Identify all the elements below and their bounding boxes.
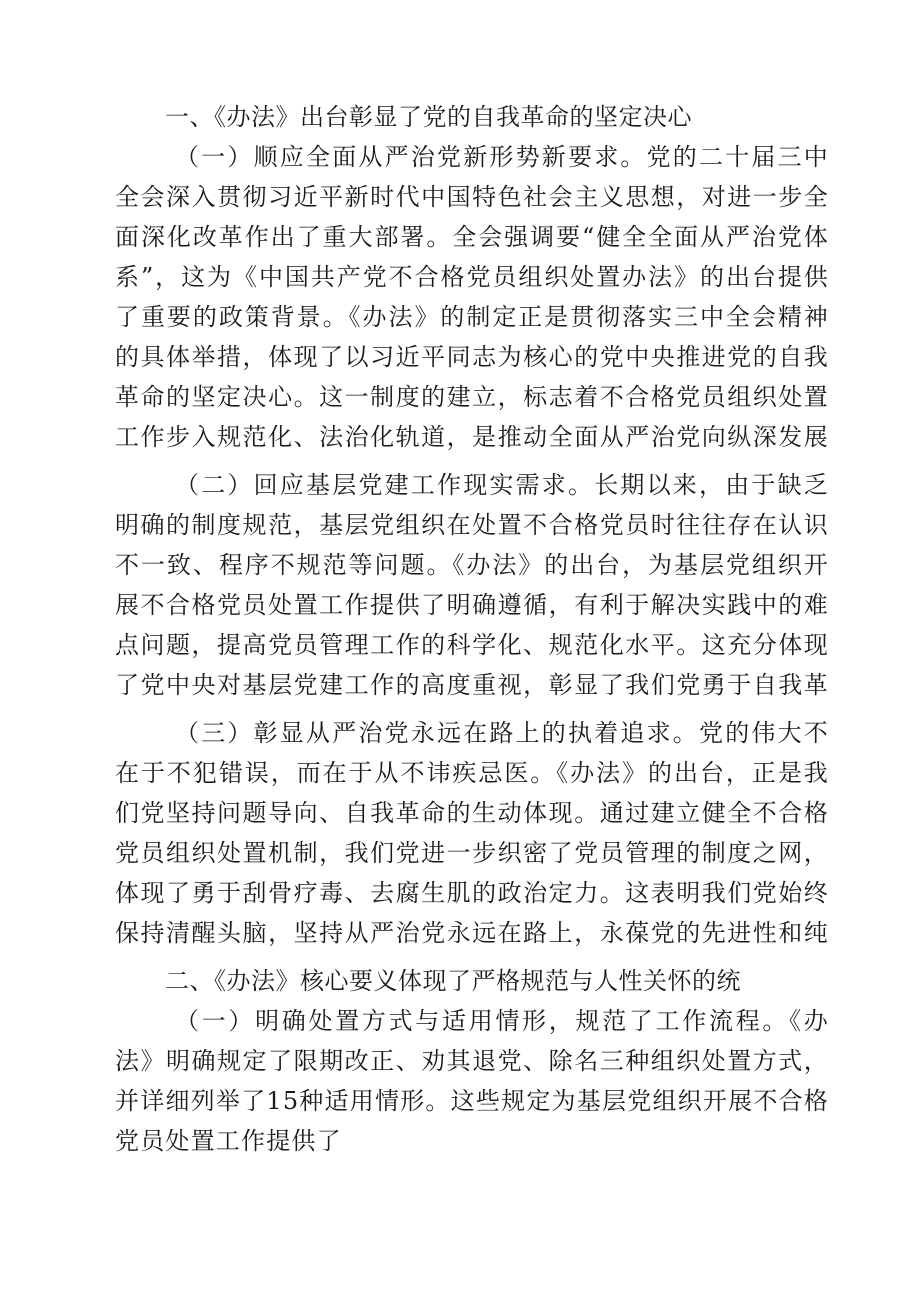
section-1-heading: 一、《办法》出台彰显了党的自我革命的坚定决心 xyxy=(165,103,692,131)
section-2-heading: 二、《办法》核心要义体现了严格规范与人性关怀的统 xyxy=(165,967,741,995)
section-1-paragraph-2: （二）回应基层党建工作现实需求。长期以来，由于缺乏明确的制度规范，基层党组织在处置不合格党员时往往存在认识不一致、程序不规范等问题。《办法》的出台，为基层党组织开展不合格党员处置工作提供了明确遵循，有利于解决实践中的难点问题，提高党员管理工作的科学化、规范化水平。这充分体现了党中央对基层党建工作的高度重视，彰显了我们党勇于自我革 xyxy=(115,471,829,699)
section-2-paragraph-1: （一）明确处置方式与适用情形，规范了工作流程。《办法》明确规定了限期改正、劝其退党、除名三种组织处置方式，并详细列举了15种适用情形。这些规定为基层党组织开展不合格党员处置工作提供了 xyxy=(115,1007,829,1155)
section-1-paragraph-1: （一）顺应全面从严治党新形势新要求。党的二十届三中全会深入贯彻习近平新时代中国特色社会主义思想，对进一步全面深化改革作出了重大部署。全会强调要“健全全面从严治党体系”，这为《中国共产党不合格党员组织处置办法》的出台提供了重要的政策背景。《办法》的制定正是贯彻落实三中全会精神的具体举措，体现了以习近平同志为核心的党中央推进党的自我革命的坚定决心。这一制度的建立，标志着不合格党员组织处置工作步入规范化、法治化轨道，是推动全面从严治党向纵深发展 xyxy=(115,143,829,451)
section-1-paragraph-3: （三）彰显从严治党永远在路上的执着追求。党的伟大不在于不犯错误，而在于从不讳疾忌医。《办法》的出台，正是我们党坚持问题导向、自我革命的生动体现。通过建立健全不合格党员组织处置机制，我们党进一步织密了党员管理的制度之网，体现了勇于刮骨疗毒、去腐生肌的政治定力。这表明我们党始终保持清醒头脑，坚持从严治党永远在路上，永葆党的先进性和纯 xyxy=(115,719,829,947)
document-page xyxy=(115,97,829,1161)
